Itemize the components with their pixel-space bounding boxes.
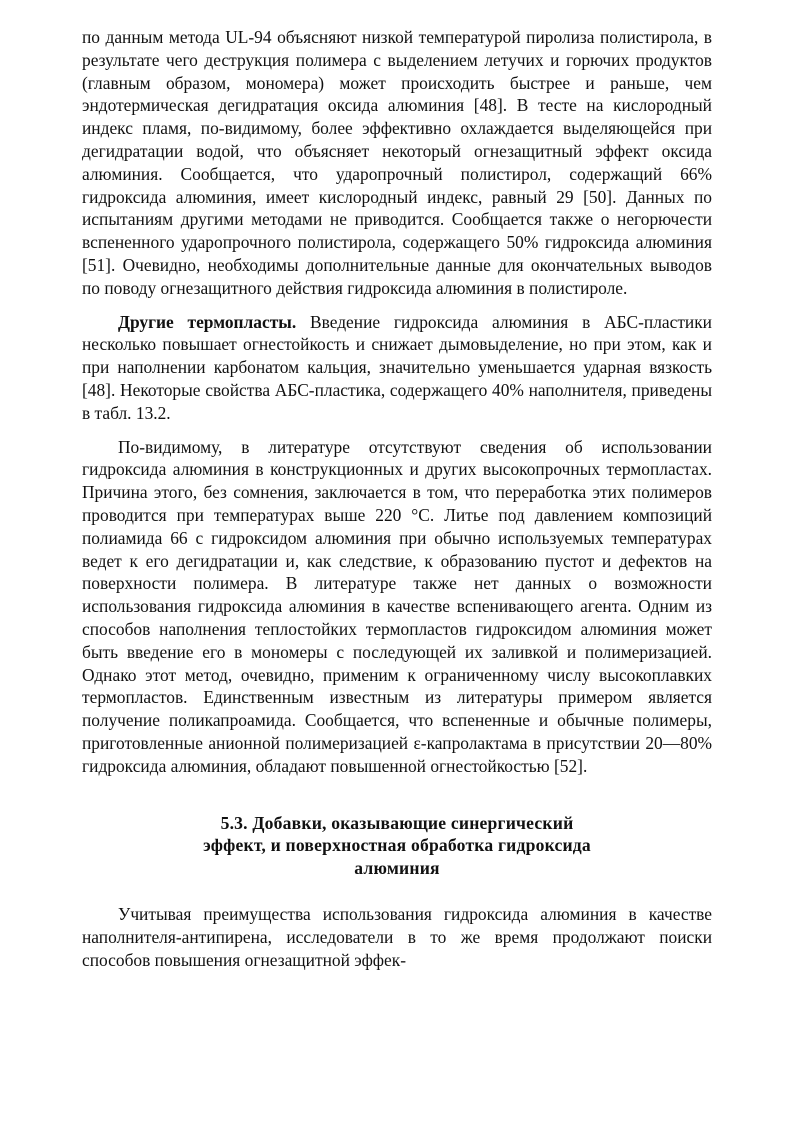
- section-heading: [82, 812, 712, 880]
- paragraph-other-thermoplastics-body: Введение гидроксида алюминия в АБС-пластики несколько повышает огнестойкость и снижает дымовыделение, но при этом, как и при наполнении карбонатом кальция, значительно уменьшается ударная вязкость [48]. Некоторые свойства АБС-пластика, содержащего 40% наполнителя, приведены в табл. 13.2.: [82, 311, 712, 423]
- paragraph-polystyrene: по данным метода UL-94 объясняют низкой температурой пиролиза полистирола, в результате чего деструкция полимера с выделением летучих и горючих продуктов (главным образом, мономера) может происходить быстрее и раньше, чем эндотермическая дегидратация оксида алюминия [48]. В тесте на кислородный индекс пламя, по-видимому, более эффективно охлаждается выделяющейся при дегидратации водой, что объясняет некоторый огнезащитный эффект оксида алюминия. Сообщается, что ударопрочный полистирол, содержащий 66% гидроксида алюминия, имеет кислородный индекс, равный 29 [50]. Данных по испытаниям другими методами не приводится. Сообщается также о негорючести вспененного ударопрочного полистирола, содержащего 50% гидроксида алюминия [51]. Очевидно, необходимы дополнительные данные для окончательных выводов по поводу огнезащитного действия гидроксида алюминия в полистироле.: [82, 27, 712, 298]
- section-heading-line-3: алюминия: [354, 857, 440, 878]
- section-heading-line-1: 5.3. Добавки, оказывающие синергический: [220, 812, 574, 833]
- paragraph-section-intro: Учитывая преимущества использования гидроксида алюминия в качестве наполнителя-антипирена, исследователи в то же время продолжают поиски способов повышения огнезащитной эффек-: [82, 904, 712, 970]
- section-heading-line-2: эффект, и поверхностная обработка гидроксида: [203, 835, 591, 856]
- paragraph-engineering-thermoplastics: По-видимому, в литературе отсутствуют сведения об использовании гидроксида алюминия в конструкционных и других высокопрочных термопластах. Причина этого, без сомнения, заключается в том, что переработка этих полимеров проводится при температурах выше 220 °С. Литье под давлением композиций полиамида 66 с гидроксидом алюминия при обычно используемых температурах ведет к его дегидратации и, как следствие, к образованию пустот и дефектов на поверхности полимера. В литературе также нет данных о возможности использования гидроксида алюминия в качестве вспенивающего агента. Одним из способов наполнения теплостойких термопластов гидроксидом алюминия может быть введение его в мономеры с последующей их заливкой и полимеризацией. Однако этот метод, очевидно, применим к ограниченному числу высокоплавких термопластов. Единственным известным из литературы примером является получение поликапроамида. Сообщается, что вспененные и обычные полимеры, приготовленные анионной полимеризацией ε-капролактама в присутствии 20—80% гидроксида алюминия, обладают повышенной огнестойкостью [52].: [82, 436, 712, 776]
- paragraph-other-thermoplastics: [82, 311, 712, 425]
- runin-heading-other-thermoplastics: Другие термопласты.: [118, 311, 297, 332]
- document-page: [82, 26, 712, 972]
